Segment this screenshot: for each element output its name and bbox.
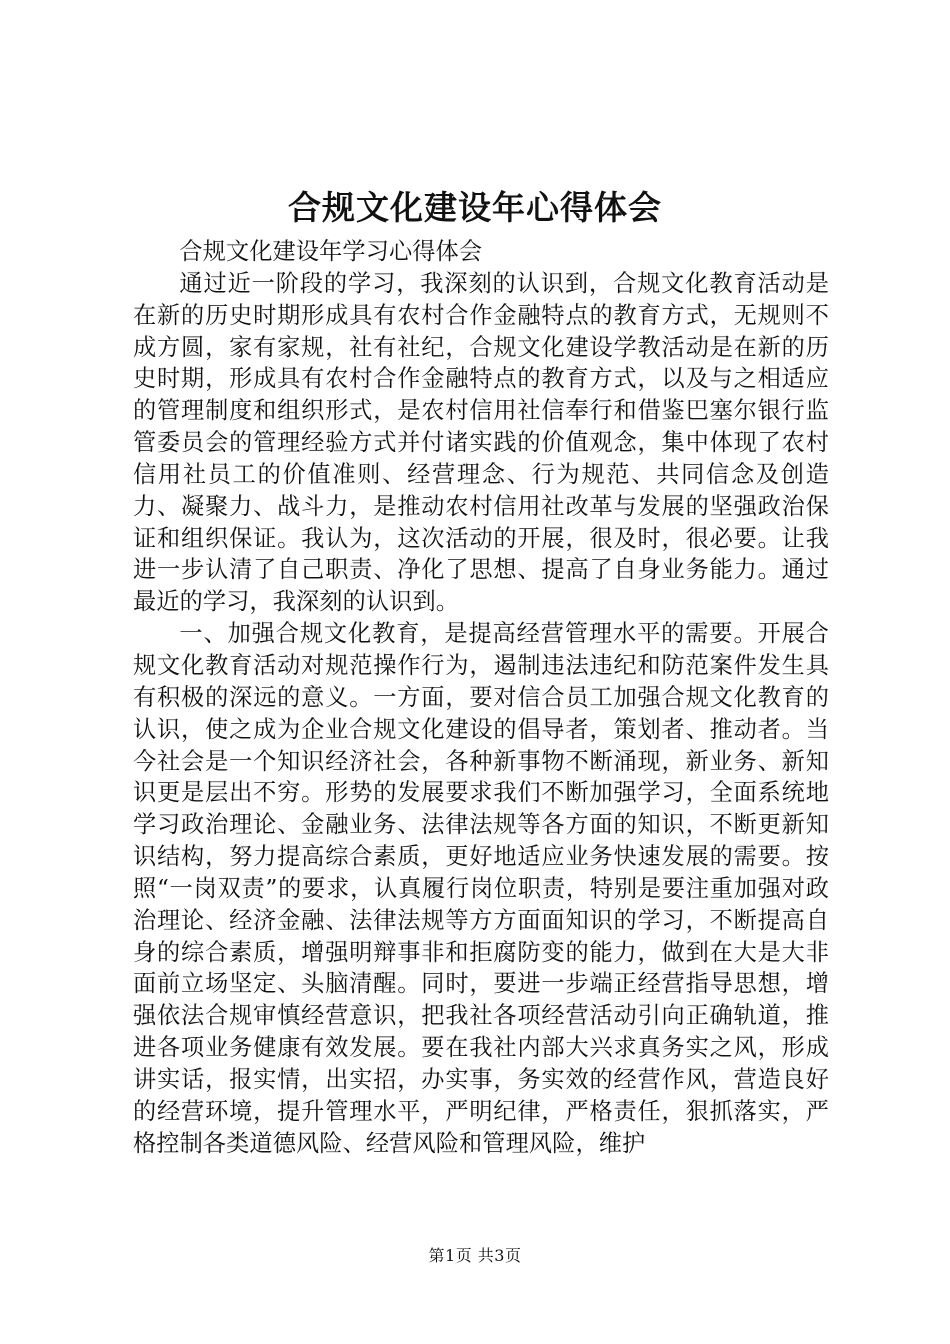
document-body [133,236,829,1159]
document-title: 合规文化建设年心得体会 [288,188,662,227]
section-one-paragraph: 一、加强合规文化教育，是提高经营管理水平的需要。开展合规文化教育活动对规范操作行为，遏制违法违纪和防范案件发生具有积极的深远的意义。一方面，要对信合员工加强合规文化教育的认识，使之成为企业合规文化建设的倡导者，策划者、推动者。当今社会是一个知识经济社会，各种新事物不断涌现，新业务、新知识更是层出不穷。形势的发展要求我们不断加强学习，全面系统地学习政治理论、金融业务、法律法规等各方面的知识，不断更新知识结构，努力提高综合素质，更好地适应业务快速发展的需要。按照“一岗双责”的要求，认真履行岗位职责，特别是要注重加强对政治理论、经济金融、法律法规等方方面面知识的学习，不断提高自身的综合素质，增强明辩事非和拒腐防变的能力，做到在大是大非面前立场坚定、头脑清醒。同时，要进一步端正经营指导思想，增强依法合规审慎经营意识，把我社各项经营活动引向正确轨道，推进各项业务健康有效发展。要在我社内部大兴求真务实之风，形成讲实话，报实情，出实招，办实事，务实效的经营作风，营造良好的经营环境，提升管理水平，严明纪律，严格责任，狠抓落实，严格控制各类道德风险、经营风险和管理风险，维护 [133,620,829,1157]
page-number-footer: 第1页 共3页 [428,1246,522,1265]
intro-paragraph: 通过近一阶段的学习，我深刻的认识到，合规文化教育活动是在新的历史时期形成具有农村合作金融特点的教育方式，无规则不成方圆，家有家规，社有社纪，合规文化建设学教活动是在新的历史时期，形成具有农村合作金融特点的教育方式，以及与之相适应的管理制度和组织形式，是农村信用社信奉行和借鉴巴塞尔银行监管委员会的管理经验方式并付诸实践的价值观念，集中体现了农村信用社员工的价值准则、经营理念、行为规范、共同信念及创造力、凝聚力、战斗力，是推动农村信用社改革与发展的坚强政治保证和组织保证。我认为，这次活动的开展，很及时，很必要。让我进一步认清了自己职责、净化了思想、提高了自身业务能力。通过最近的学习，我深刻的认识到。 [133,269,829,616]
subtitle-paragraph: 合规文化建设年学习心得体会 [179,238,483,265]
